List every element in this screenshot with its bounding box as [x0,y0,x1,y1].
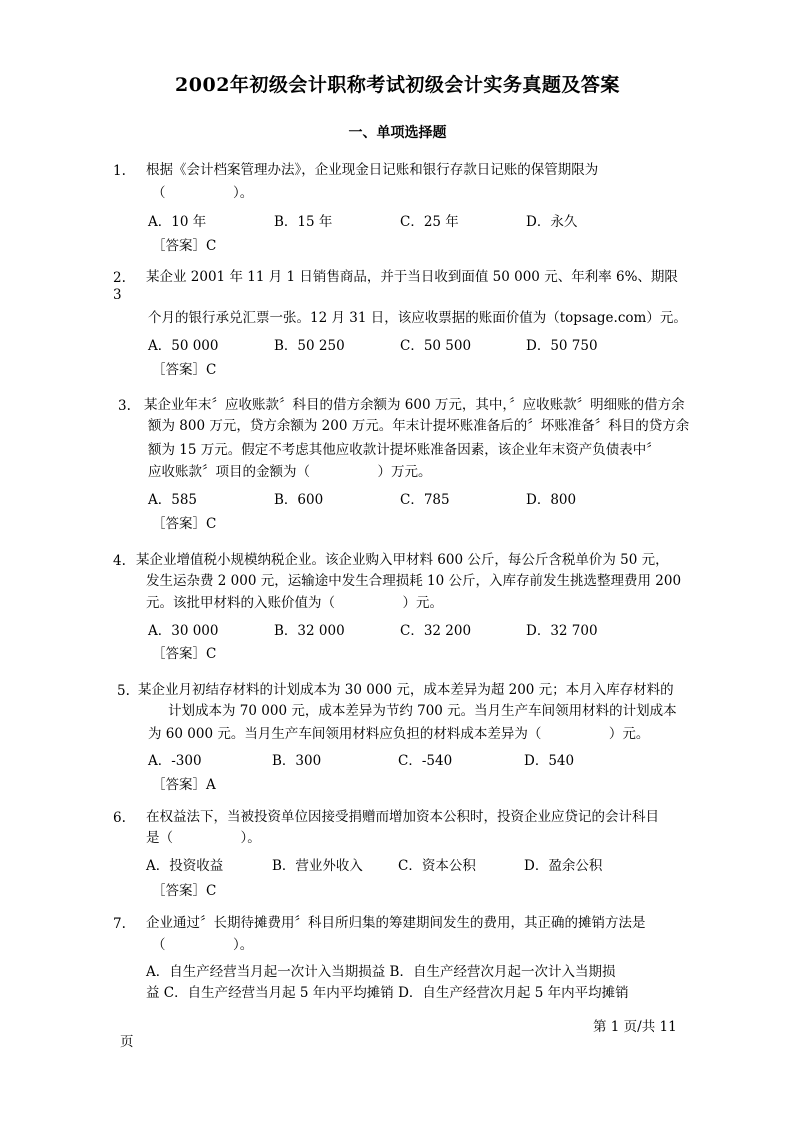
option-d: D．540 [524,753,575,769]
answer-line: ［答案］C [152,238,217,254]
answer-line: ［答案］C [152,516,217,532]
option-b: B．营业外收入 [272,858,363,874]
option-c: C．资本公积 [398,858,476,874]
option-c: C．785 [400,492,450,508]
option-b: B．600 [274,492,324,508]
option-a: A．-300 [148,753,202,769]
question-text: 是（ ）。 [146,830,261,846]
question-text: 个月的银行承兑汇票一张。12 月 31 日，该应收票据的账面价值为（topsage.com）元。 [148,310,687,326]
question-number: 5. [117,683,130,699]
option-b: B．300 [272,753,322,769]
option-c: C．25 年 [400,214,459,230]
question-text: （ ）。 [152,937,254,953]
option-c: C．-540 [398,753,453,769]
question-text: 企业通过〞长期待摊费用〞科目所归集的筹建期间发生的费用，其正确的摊销方法是 [146,915,646,931]
question-text: 额为 800 万元，贷方余额为 200 万元。年末计提坏账准备后的〞坏账准备〞科目的贷方余 [148,418,690,434]
question-number: 3. [118,398,131,414]
question-text: 根据《会计档案管理办法》，企业现金日记账和银行存款日记账的保管期限为 [146,162,599,178]
question-number-wrap: 3 [113,287,122,303]
page-number: 第 1 页/共 11 [593,1019,677,1035]
question-text: 某企业年末〞应收账款〞科目的借方余额为 600 万元，其中，〞应收账款〞明细账的借方余 [144,397,685,413]
option-d: D．盈余公积 [524,858,603,874]
option-d: D．32 700 [526,623,598,639]
option-b: B．50 250 [274,338,345,354]
question-text: 某企业增值税小规模纳税企业。该企业购入甲材料 600 公斤，每公斤含税单价为 50 元， [136,552,669,568]
option-d: D．800 [526,492,577,508]
option-c: C．50 500 [400,338,472,354]
question-text: 益 C．自生产经营当月起 5 年内平均摊销 D．自生产经营次月起 5 年内平均摊销 [146,985,629,1001]
question-text: A．自生产经营当月起一次计入当期损益 B．自生产经营次月起一次计入当期损 [146,964,616,980]
question-text: 计划成本为 70 000 元，成本差异为节约 700 元。当月生产车间领用材料的计划成本 [168,703,677,719]
question-text: 为 60 000 元。当月生产车间领用材料应负担的材料成本差异为（ ）元。 [148,726,650,742]
option-a: A．投资收益 [146,858,224,874]
question-text: 额为 15 万元。假定不考虑其他应收款计提坏账准备因素，该企业年末资产负债表中〞 [148,442,660,458]
option-c: C．32 200 [400,623,472,639]
question-text: 某企业月初结存材料的计划成本为 30 000 元，成本差异为超 200 元；本月入库存材料的 [138,682,674,698]
option-a: A．10 年 [148,214,207,230]
question-number: 1. [113,163,126,179]
document-title: 2002年初级会计职称考试初级会计实务真题及答案 [175,74,620,96]
section-heading: 一、单项选择题 [348,125,447,141]
answer-line: ［答案］C [152,362,217,378]
answer-line: ［答案］C [152,883,217,899]
answer-line: ［答案］A [152,777,216,793]
option-b: B．15 年 [274,214,333,230]
question-text: 元。该批甲材料的入账价值为（ ）元。 [146,595,443,611]
page-number-wrap: 页 [120,1034,134,1050]
option-d: D．永久 [526,214,578,230]
question-text: 某企业 2001 年 11 月 1 日销售商品，并于当日收到面值 50 000 元、年利率 6%、期限 [146,269,678,285]
question-number: 4. [113,553,126,569]
answer-line: ［答案］C [152,646,217,662]
option-a: A．585 [148,492,198,508]
question-number: 7. [113,916,126,932]
question-number: 2. [113,270,126,286]
option-d: D．50 750 [526,338,598,354]
question-text: 应收账款〞项目的金额为（ ）万元。 [148,464,432,480]
question-text: 在权益法下，当被投资单位因接受捐赠而增加资本公积时，投资企业应贷记的会计科目 [146,809,659,825]
question-number: 6. [113,810,126,826]
option-a: A．30 000 [148,623,219,639]
question-text: 发生运杂费 2 000 元，运输途中发生合理损耗 10 公斤，入库存前发生挑选整理费用 200 [146,573,682,589]
option-a: A．50 000 [148,338,219,354]
option-b: B．32 000 [274,623,345,639]
question-text: （ ）。 [152,185,254,201]
